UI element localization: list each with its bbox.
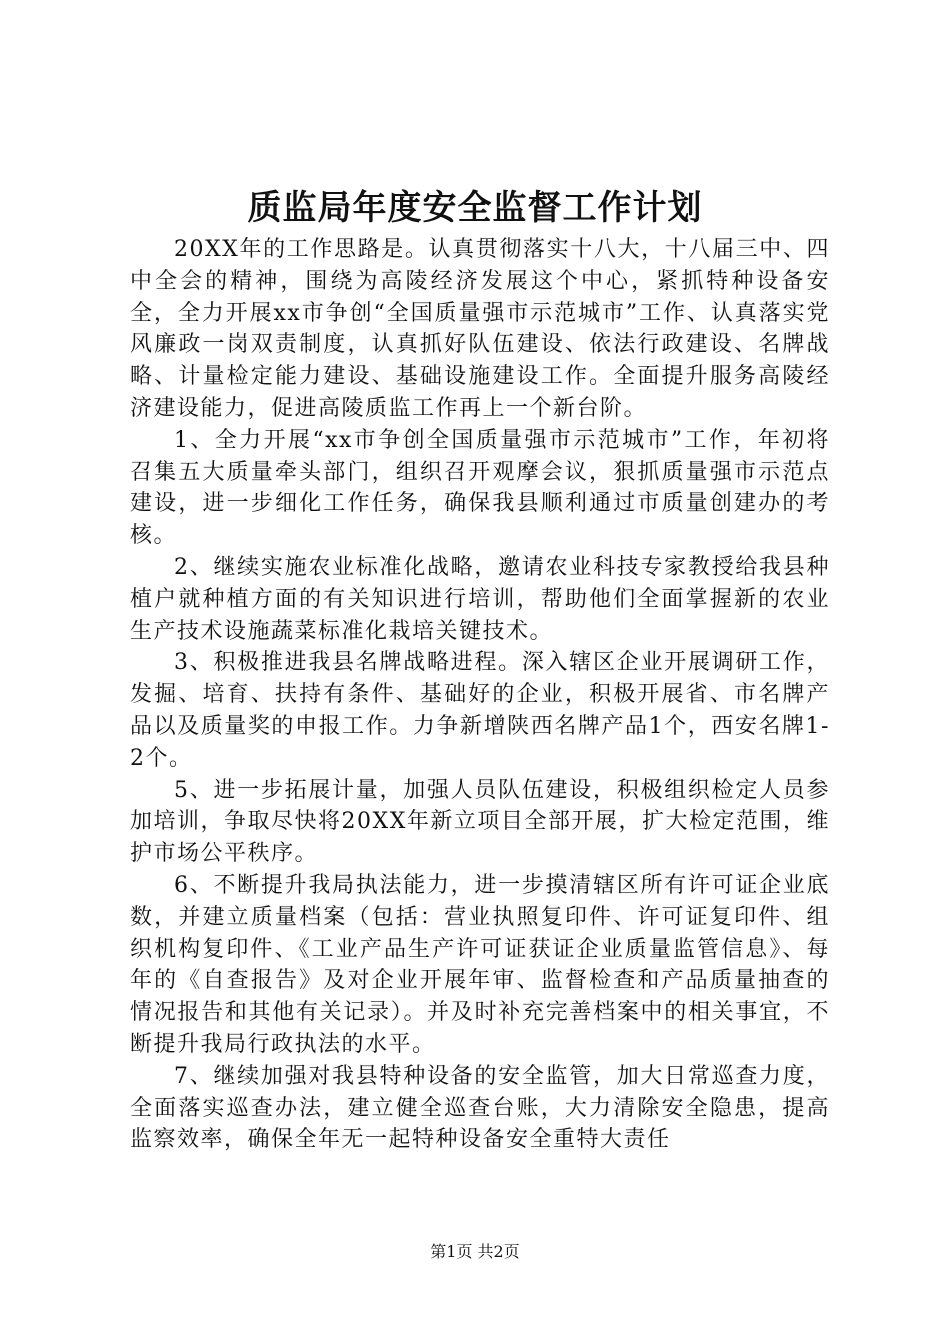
paragraph-item-6: 6、不断提升我局执法能力，进一步摸清辖区所有许可证企业底数，并建立质量档案（包括：营业执照复印件、许可证复印件、组织机构复印件、《工业产品生产许可证获证企业质量监管信息》、每年的《自查报告》及对企业开展年审、监督检查和产品质量抽查的情况报告和其他有关记录）。并及时补充完善档案中的相关事宜，不断提升我局行政执法的水平。 (130, 872, 830, 1057)
document-body (130, 234, 830, 1156)
paragraph-item-5: 5、进一步拓展计量，加强人员队伍建设，积极组织检定人员参加培训，争取尽快将20XX年新立项目全部开展，扩大检定范围，维护市场公平秩序。 (130, 777, 830, 867)
paragraph-item-2: 2、继续实施农业标准化战略，邀请农业科技专家教授给我县种植户就种植方面的有关知识进行培训，帮助他们全面掌握新的农业生产技术设施蔬菜标准化栽培关键技术。 (130, 554, 830, 644)
page-number-footer: 第1页 共2页 (430, 1242, 520, 1261)
document-title: 质监局年度安全监督工作计划 (247, 188, 703, 228)
paragraph-intro: 20XX年的工作思路是。认真贯彻落实十八大，十八届三中、四中全会的精神，围绕为高陵经济发展这个中心，紧抓特种设备安全，全力开展xx市争创“全国质量强市示范城市”工作、认真落实党风廉政一岗双责制度，认真抓好队伍建设、依法行政建设、名牌战略、计量检定能力建设、基础设施建设工作。全面提升服务高陵经济建设能力，促进高陵质监工作再上一个新台阶。 (130, 237, 830, 421)
paragraph-item-1: 1、全力开展“xx市争创全国质量强市示范城市”工作，年初将召集五大质量牵头部门，组织召开观摩会议，狠抓质量强市示范点建设，进一步细化工作任务，确保我县顺利通过市质量创建办的考核。 (130, 427, 830, 549)
paragraph-item-7: 7、继续加强对我县特种设备的安全监管，加大日常巡查力度，全面落实巡查办法，建立健全巡查台账，大力清除安全隐患，提高监察效率，确保全年无一起特种设备安全重特大责任 (130, 1063, 830, 1153)
paragraph-item-3: 3、积极推进我县名牌战略进程。深入辖区企业开展调研工作，发掘、培育、扶持有条件、基础好的企业，积极开展省、市名牌产品以及质量奖的申报工作。力争新增陕西名牌产品1个，西安名牌1-2个。 (130, 650, 830, 771)
